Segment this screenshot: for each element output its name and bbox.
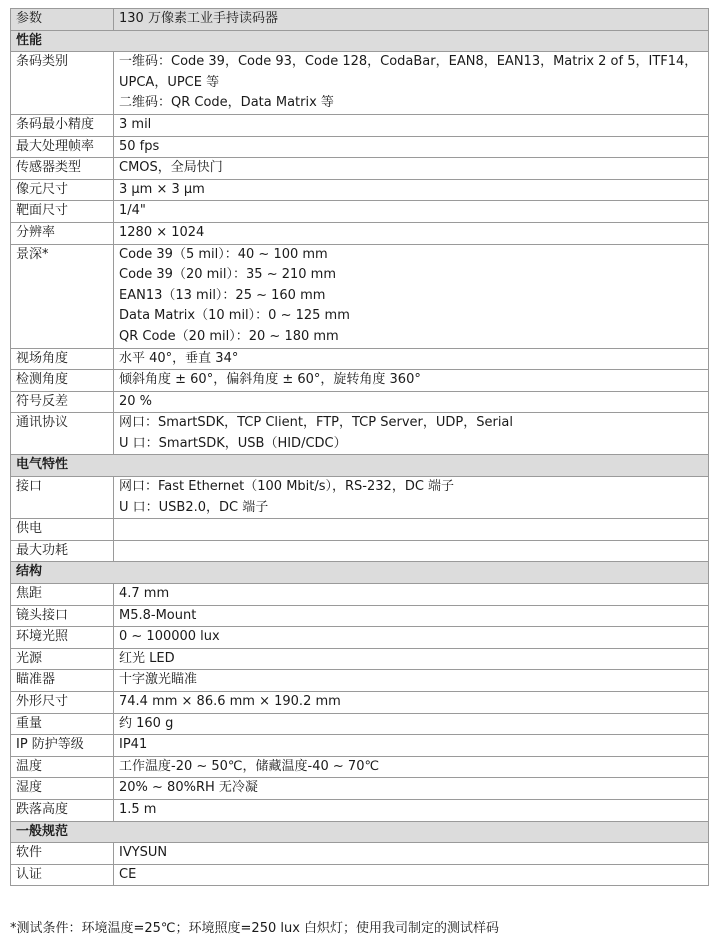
table-row	[11, 648, 709, 670]
value-line: M5.8-Mount	[119, 607, 197, 623]
table-row	[11, 670, 709, 692]
table-row	[11, 179, 709, 201]
table-row	[11, 692, 709, 714]
row-value	[114, 778, 709, 800]
row-label: 最大处理帧率	[11, 136, 114, 158]
table-row	[11, 778, 709, 800]
row-value	[114, 179, 709, 201]
row-value	[114, 158, 709, 180]
value-line: 74.4 mm × 86.6 mm × 190.2 mm	[119, 694, 341, 709]
row-label: 条码最小精度	[11, 114, 114, 136]
table-row	[11, 627, 709, 649]
value-line: 1.5 m	[119, 801, 157, 817]
row-label: 认证	[11, 864, 114, 886]
row-value	[114, 605, 709, 627]
row-value	[114, 670, 709, 692]
spec-table	[10, 8, 709, 886]
row-label: 分辨率	[11, 222, 114, 244]
value-line: CMOS，全局快门	[119, 160, 223, 176]
table-row	[11, 114, 709, 136]
row-label: 符号反差	[11, 391, 114, 413]
value-line: U 口：USB2.0，DC 端子	[119, 499, 269, 515]
value-line: 50 fps	[119, 138, 160, 154]
table-row	[11, 370, 709, 392]
value-line: QR Code（20 mil）：20 ~ 180 mm	[119, 328, 339, 344]
table-row	[11, 584, 709, 606]
row-value	[114, 735, 709, 757]
value-line: 网口：Fast Ethernet（100 Mbit/s），RS-232，DC 端子	[119, 479, 455, 495]
row-value	[114, 713, 709, 735]
table-row	[11, 52, 709, 115]
value-line: Code 39（20 mil）：35 ~ 210 mm	[119, 267, 336, 283]
row-value	[114, 348, 709, 370]
value-line: IVYSUN	[119, 845, 168, 861]
table-row	[11, 843, 709, 865]
table-row	[11, 136, 709, 158]
value-line: 工作温度-20 ~ 50℃，储藏温度-40 ~ 70℃	[119, 758, 380, 774]
value-line: 二维码：QR Code，Data Matrix 等	[119, 95, 334, 111]
section-title: 性能	[11, 30, 709, 52]
row-value	[114, 114, 709, 136]
value-line: CE	[119, 866, 137, 882]
value-line: 倾斜角度 ± 60°，偏斜角度 ± 60°，旋转角度 360°	[119, 372, 421, 388]
value-line: 3 mil	[119, 116, 152, 132]
row-label: 光源	[11, 648, 114, 670]
row-value	[114, 201, 709, 223]
value-line: 水平 40°，垂直 34°	[119, 350, 239, 366]
row-label: 靶面尺寸	[11, 201, 114, 223]
row-value	[114, 864, 709, 886]
table-row	[11, 864, 709, 886]
row-value	[114, 370, 709, 392]
section-title: 电气特性	[11, 455, 709, 477]
row-label: 软件	[11, 843, 114, 865]
row-value	[114, 477, 709, 519]
table-row	[11, 201, 709, 223]
row-value	[114, 756, 709, 778]
value-line	[119, 519, 703, 540]
row-value	[114, 519, 709, 541]
row-value	[114, 843, 709, 865]
section-title: 结构	[11, 562, 709, 584]
table-row	[11, 348, 709, 370]
row-value	[114, 799, 709, 821]
row-label: 湿度	[11, 778, 114, 800]
value-line	[119, 541, 703, 562]
table-row	[11, 540, 709, 562]
row-value	[114, 627, 709, 649]
row-label: 接口	[11, 477, 114, 519]
row-label: 跌落高度	[11, 799, 114, 821]
table-row	[11, 413, 709, 455]
row-label: 供电	[11, 519, 114, 541]
footnote: *测试条件：环境温度=25℃；环境照度=250 lux 白炽灯；使用我司制定的测试样码	[10, 921, 500, 936]
row-value	[114, 52, 709, 115]
value-line: 一维码：Code 39，Code 93，Code 128，CodaBar，EAN8，EAN13，Matrix 2 of 5，ITF14，	[119, 54, 698, 70]
row-value	[114, 584, 709, 606]
table-row	[11, 244, 709, 348]
row-value	[114, 692, 709, 714]
row-label: 传感器类型	[11, 158, 114, 180]
section-header-row	[11, 821, 709, 843]
row-value	[114, 136, 709, 158]
value-line: 20 %	[119, 393, 153, 409]
row-label: 检测角度	[11, 370, 114, 392]
value-line: 网口：SmartSDK，TCP Client，FTP，TCP Server，UDP，Serial	[119, 415, 514, 431]
row-label: 外形尺寸	[11, 692, 114, 714]
value-line: IP41	[119, 737, 148, 753]
value-line: 红光 LED	[119, 650, 175, 666]
row-label: 环境光照	[11, 627, 114, 649]
table-row	[11, 713, 709, 735]
value-line: 约 160 g	[119, 715, 174, 731]
row-label: 通讯协议	[11, 413, 114, 455]
value-line: 0 ~ 100000 lux	[119, 629, 220, 645]
table-header-row	[11, 9, 709, 31]
section-title: 一般规范	[11, 821, 709, 843]
row-label: 条码类别	[11, 52, 114, 115]
row-label: 镜头接口	[11, 605, 114, 627]
row-label: 视场角度	[11, 348, 114, 370]
table-row	[11, 605, 709, 627]
value-line: 3 μm × 3 μm	[119, 181, 205, 197]
table-row	[11, 391, 709, 413]
value-line: 1/4"	[119, 203, 146, 219]
table-row	[11, 799, 709, 821]
row-value	[114, 540, 709, 562]
value-line: UPCA，UPCE 等	[119, 74, 220, 90]
section-header-row	[11, 30, 709, 52]
table-row	[11, 477, 709, 519]
table-row	[11, 735, 709, 757]
spec-table-body	[11, 9, 709, 886]
table-row	[11, 222, 709, 244]
table-row	[11, 519, 709, 541]
value-line: 1280 × 1024	[119, 224, 205, 240]
header-value: 130 万像素工业手持读码器	[114, 9, 709, 31]
row-label: 景深*	[11, 244, 114, 348]
value-line: EAN13（13 mil）：25 ~ 160 mm	[119, 287, 326, 303]
row-label: 瞄准器	[11, 670, 114, 692]
row-label: 重量	[11, 713, 114, 735]
header-label: 参数	[11, 9, 114, 31]
value-line: 十字激光瞄准	[119, 672, 198, 688]
row-value	[114, 413, 709, 455]
row-label: 最大功耗	[11, 540, 114, 562]
row-label: IP 防护等级	[11, 735, 114, 757]
value-line: 4.7 mm	[119, 586, 170, 602]
row-value	[114, 222, 709, 244]
value-line: 20% ~ 80%RH 无冷凝	[119, 780, 258, 796]
row-value	[114, 244, 709, 348]
row-label: 焦距	[11, 584, 114, 606]
value-line: U 口：SmartSDK，USB（HID/CDC）	[119, 435, 347, 451]
table-row	[11, 158, 709, 180]
row-label: 温度	[11, 756, 114, 778]
row-value	[114, 391, 709, 413]
value-line: Data Matrix（10 mil）：0 ~ 125 mm	[119, 308, 350, 324]
section-header-row	[11, 562, 709, 584]
row-label: 像元尺寸	[11, 179, 114, 201]
row-value	[114, 648, 709, 670]
section-header-row	[11, 455, 709, 477]
table-row	[11, 756, 709, 778]
value-line: Code 39（5 mil）：40 ~ 100 mm	[119, 246, 328, 262]
